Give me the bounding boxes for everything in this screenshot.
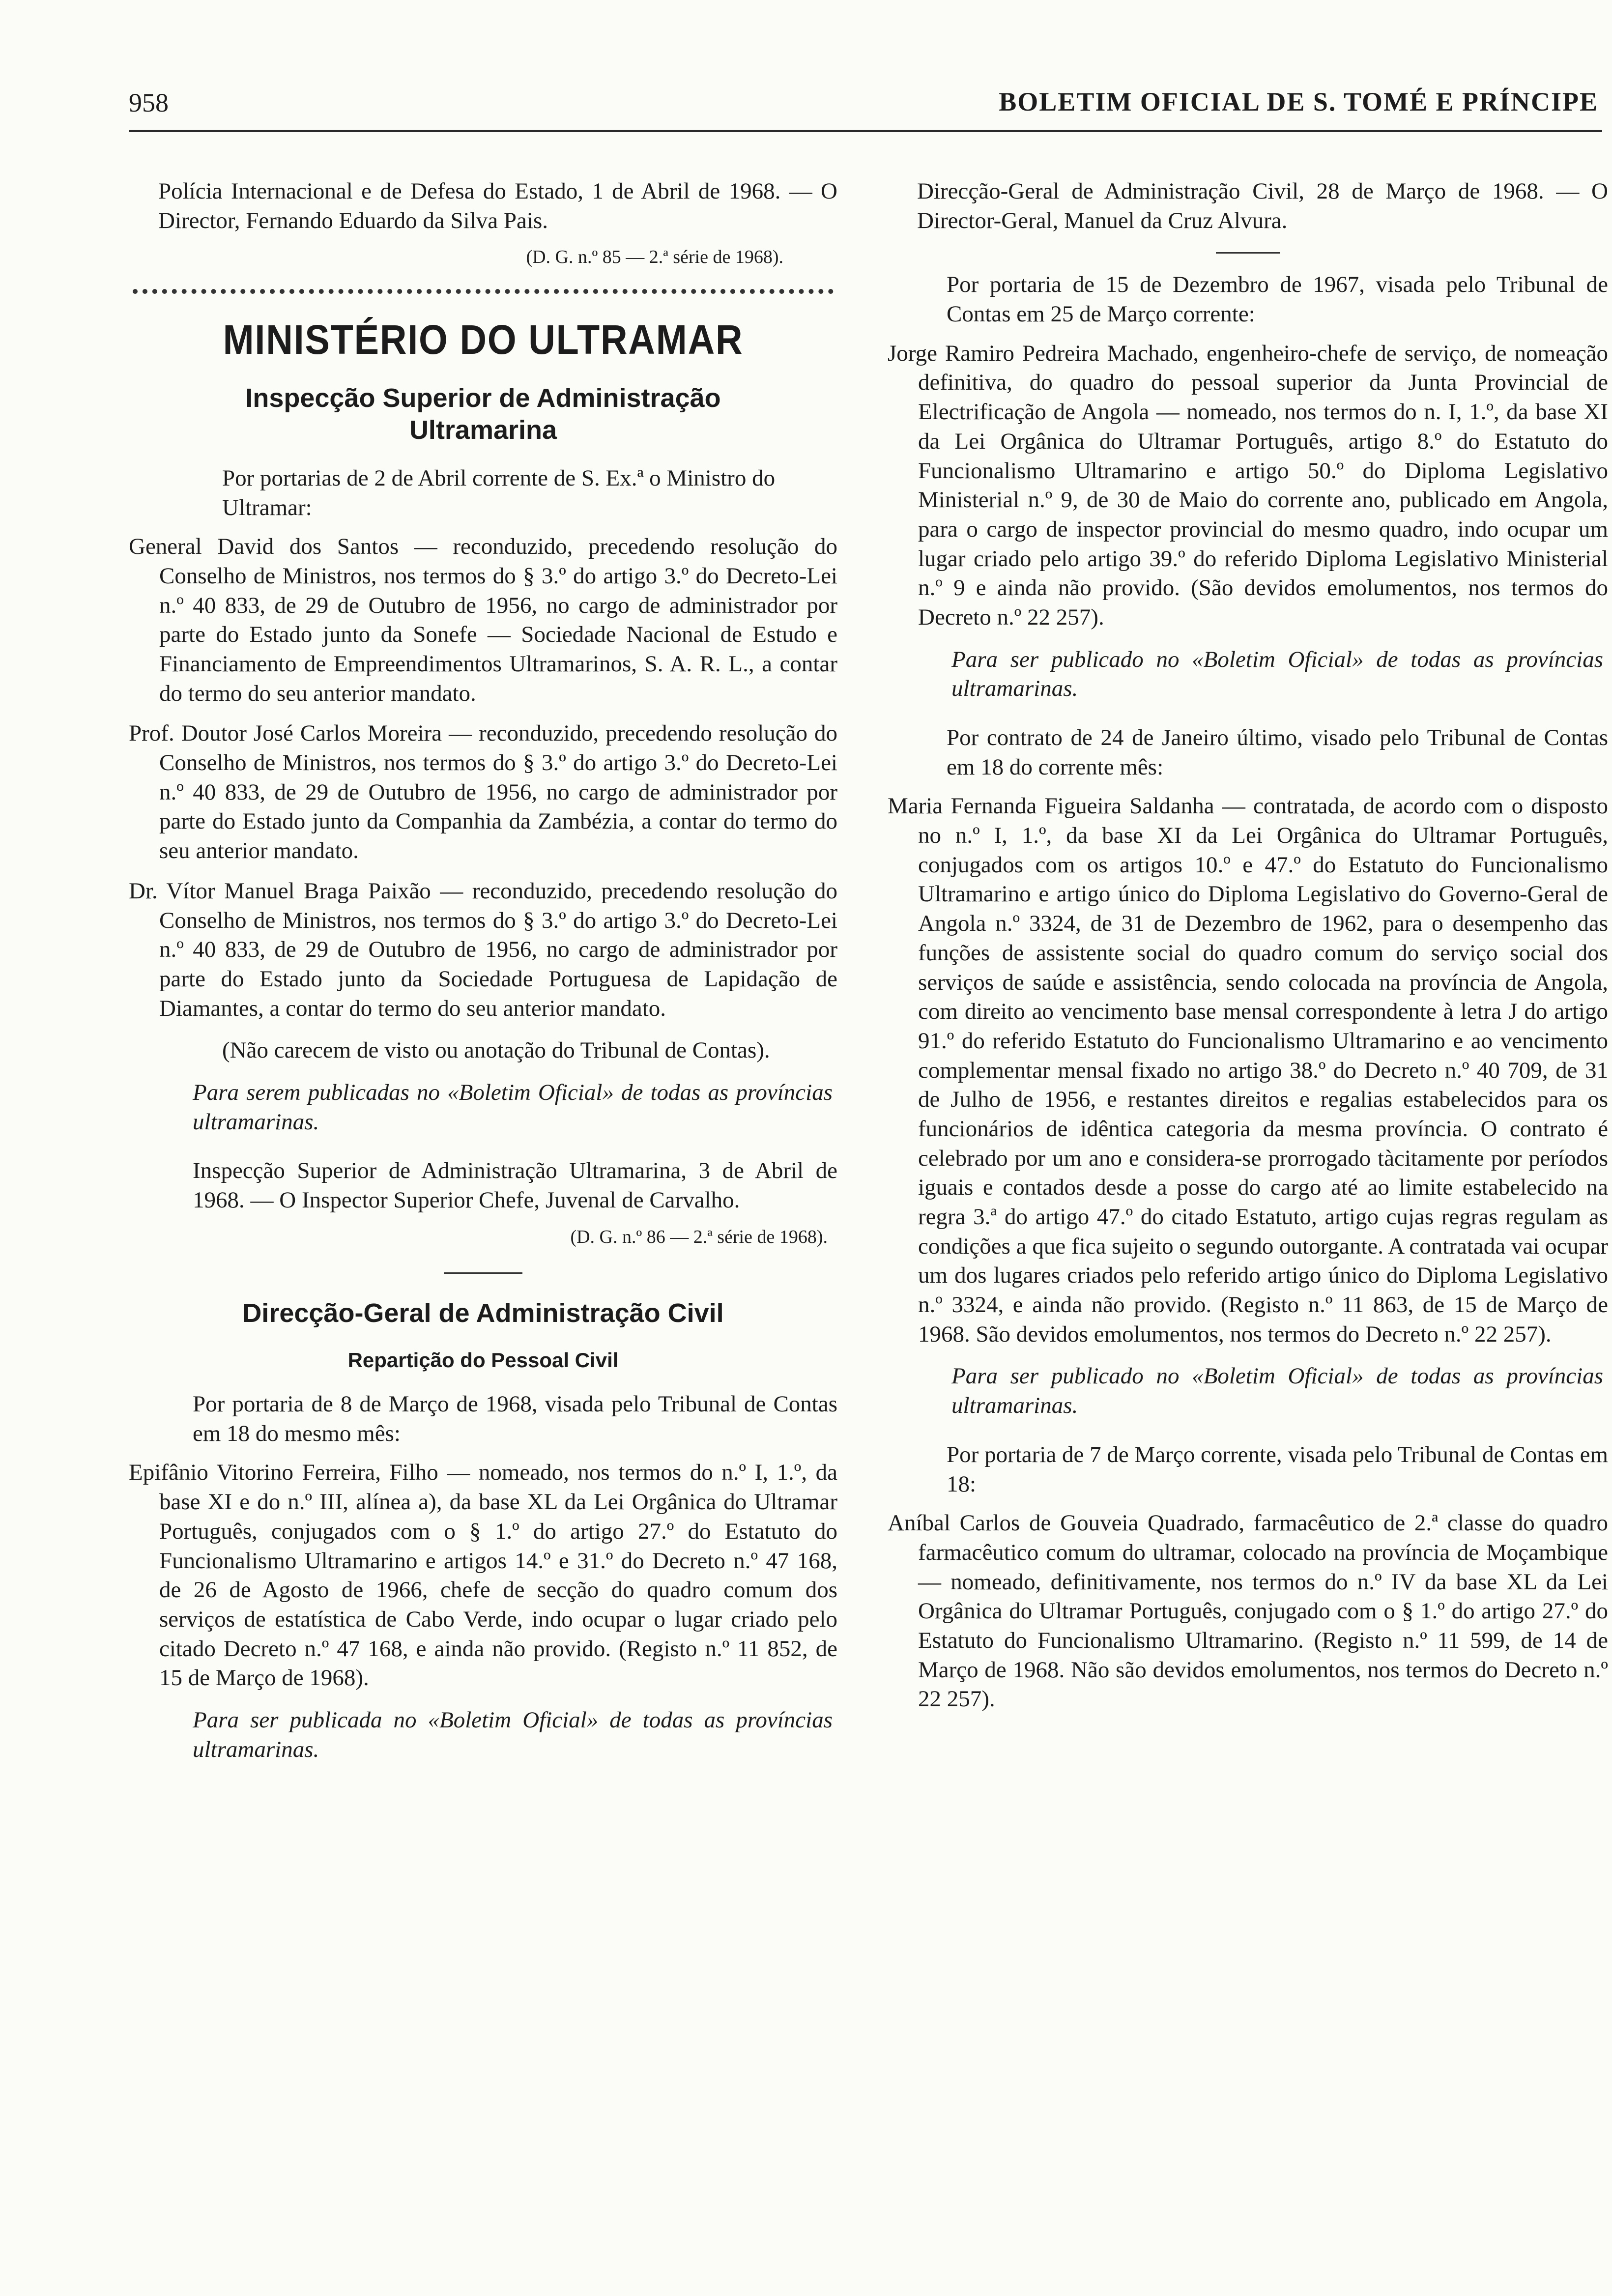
intro-reference: (D. G. n.º 85 — 2.ª série de 1968).	[526, 247, 783, 268]
appointment-entry: Epifânio Vitorino Ferreira, Filho — nomeado, nos termos do n.º I, 1.º, da base XI e do n.º III, alínea a), da base XL da Lei Orgânica do Ultramar Português, conjugados com o § 1.º do artigo 27.º do Estatuto do Funcionalismo Ultramarino e artigos 14.º e 31.º do Decreto n.º 47 168, de 26 de Agosto de 1966, chefe de secção do quadro comum dos serviços de estatística de Cabo Verde, indo ocupar o lugar criado pelo citado Decreto n.º 47 168, e ainda não provido. (Registo n.º 11 852, de 15 de Março de 1968).	[129, 1460, 837, 1691]
right-column	[888, 177, 1608, 1725]
appointment-entry: General David dos Santos — reconduzido, precedendo resolução do Conselho de Ministros, nos termos do § 3.º do artigo 3.º do Decreto-Lei n.º 40 833, de 29 de Outubro de 1956, no cargo de administrador por parte do Estado junto da Sonefe — Sociedade Nacional de Estudo e Financiamento de Empreendimentos Ultramarinos, S. A. R. L., a contar do termo do seu anterior mandato.	[129, 534, 837, 706]
section-title-direccao: Direcção-Geral de Administração Civil	[242, 1298, 724, 1328]
section-title-inspeccao: Inspecção Superior de Administração Ultramarina	[245, 383, 721, 445]
publication-note: Para ser publicado no «Boletim Oficial» de todas as províncias ultramarinas.	[951, 646, 1603, 702]
publication-note: Para serem publicadas no «Boletim Oficial» de todas as províncias ultramarinas.	[193, 1079, 833, 1135]
order-intro: Por contrato de 24 de Janeiro último, visado pelo Tribunal de Contas em 18 do corrente mês:	[947, 725, 1608, 780]
ministry-title: MINISTÉRIO DO ULTRAMAR	[223, 316, 744, 363]
section-intro: Por portarias de 2 de Abril corrente de S. Ex.ª o Ministro do Ultramar:	[222, 465, 776, 520]
intro-paragraph: Polícia Internacional e de Defesa do Estado, 1 de Abril de 1968. — O Director, Fernando Eduardo da Silva Pais.	[158, 178, 837, 233]
signoff-paragraph: Direcção-Geral de Administração Civil, 28 de Março de 1968. — O Director-Geral, Manuel da Cruz Alvura.	[917, 178, 1608, 233]
order-intro: Por portaria de 7 de Março corrente, visada pelo Tribunal de Contas em 18:	[947, 1441, 1608, 1497]
section-intro: Por portaria de 8 de Março de 1968, visada pelo Tribunal de Contas em 18 do mesmo mês:	[193, 1391, 837, 1446]
appointment-entry: Maria Fernanda Figueira Saldanha — contratada, de acordo com o disposto no n.º I, 1.º, da base XI da Lei Orgânica do Ultramar Português, conjugados com os artigos 10.º e 47.º do Estatuto do Funcionalismo Ultramarino e artigo único do Diploma Legislativo do Governo-Geral de Angola n.º 3324, de 31 de Dezembro de 1962, para o desempenho das funções de assistente social do quadro comum do serviço social dos serviços de saúde e assistência, sendo colocada na província de Angola, com direito ao vencimento base mensal correspondente à letra J do artigo 91.º do referido Estatuto do Funcionalismo Ultramarino e ao vencimento complementar mensal fixado no artigo 38.º do Decreto n.º 40 709, de 31 de Julho de 1956, e restantes direitos e regalias estabelecidos para os funcionários de idêntica categoria da mesma província. O contrato é celebrado por um ano e considera-se prorrogado tàcitamente por períodos iguais e contados desde a posse do cargo até ao limite estabelecido na regra 3.ª do artigo 47.º do citado Estatuto, artigo cujas regras regulam as condições a que fica sujeito o segundo outorgante. A contratada vai ocupar um dos lugares criados pelo referido artigo único do Diploma Legislativo n.º 3324, e ainda não provido. (Registo n.º 11 863, de 15 de Março de 1968. São devidos emolumentos, nos termos do Decreto n.º 22 257).	[888, 793, 1608, 1347]
ornament-divider	[133, 289, 834, 294]
visa-note: (Não carecem de visto ou anotação do Tribunal de Contas).	[222, 1037, 770, 1063]
appointment-entry: Aníbal Carlos de Gouveia Quadrado, farmacêutico de 2.ª classe do quadro farmacêutico comum do ultramar, colocado na província de Moçambique — nomeado, definitivamente, nos termos do n.º IV da base XL da Lei Orgânica do Ultramar Português, conjugado com o § 1.º do artigo 27.º do Estatuto do Funcionalismo Ultramarino. (Registo n.º 11 599, de 14 de Março de 1968. Não são devidos emolumentos, nos termos do Decreto n.º 22 257).	[888, 1510, 1608, 1712]
appointment-entry: Dr. Vítor Manuel Braga Paixão — reconduzido, precedendo resolução do Conselho de Ministros, nos termos do § 3.º do artigo 3.º do Decreto-Lei n.º 40 833, de 29 de Outubro de 1956, no cargo de administrador por parte do Estado junto da Sociedade Portuguesa de Lapidação de Diamantes, a contar do termo do seu anterior mandato.	[129, 878, 837, 1021]
running-title: BOLETIM OFICIAL DE S. TOMÉ E PRÍNCIPE	[999, 87, 1598, 116]
publication-note: Para ser publicada no «Boletim Oficial» de todas as províncias ultramarinas.	[193, 1707, 833, 1762]
order-intro: Por portaria de 15 de Dezembro de 1967, visada pelo Tribunal de Contas em 25 de Março corrente:	[947, 272, 1608, 327]
section-separator	[1216, 252, 1280, 254]
section-subtitle: Repartição do Pessoal Civil	[347, 1348, 619, 1372]
header-rule	[129, 130, 1602, 132]
appointment-entry: Jorge Ramiro Pedreira Machado, engenheiro-chefe de serviço, de nomeação definitiva, do quadro do pessoal superior da Junta Provincial de Electrificação de Angola — nomeado, nos termos do n. I, 1.º, da base XI da Lei Orgânica do Ultramar Português, artigo 8.º do Estatuto do Funcionalismo Ultramarino e artigo 50.º do Diploma Legislativo Ministerial n.º 9, de 30 de Maio do corrente ano, publicado em Angola, para o cargo de inspector provincial do mesmo quadro, indo ocupar um lugar criado pelo artigo 39.º do referido Diploma Legislativo Ministerial n.º 9 e ainda não provido. (São devidos emolumentos, nos termos do Decreto n.º 22 257).	[888, 340, 1608, 630]
publication-note: Para ser publicado no «Boletim Oficial» de todas as províncias ultramarinas.	[951, 1363, 1603, 1419]
page-number: 958	[129, 88, 169, 117]
signoff-paragraph: Inspecção Superior de Administração Ultramarina, 3 de Abril de 1968. — O Inspector Superior Chefe, Juvenal de Carvalho.	[193, 1158, 837, 1213]
signoff-reference: (D. G. n.º 86 — 2.ª série de 1968).	[570, 1226, 828, 1247]
section-separator	[444, 1272, 522, 1274]
left-column	[129, 177, 837, 1784]
appointment-entry: Prof. Doutor José Carlos Moreira — reconduzido, precedendo resolução do Conselho de Ministros, nos termos do § 3.º do artigo 3.º do Decreto-Lei n.º 40 833, de 29 de Outubro de 1956, no cargo de administrador por parte do Estado junto da Companhia da Zambézia, a contar do termo do seu anterior mandato.	[129, 720, 837, 864]
